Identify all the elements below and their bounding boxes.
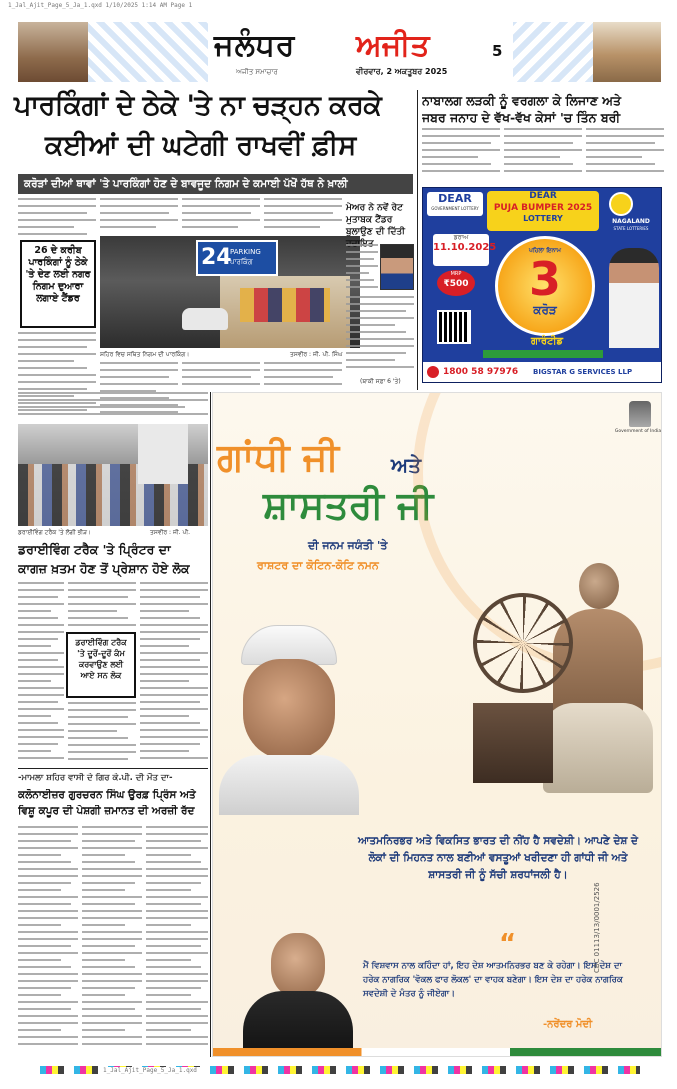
lead-photo-caption: ਸ਼ਹਿਰ ਵਿਚ ਸਥਿਤ ਨਿਗਮ ਦੀ ਪਾਰਕਿੰਗ। [100,351,190,358]
lottery-mrp: ₹500 [443,279,469,289]
ad-sub-2: ਰਾਸ਼ਟਰ ਦਾ ਕੋਟਿਨ-ਕੋਟਿ ਨਮਨ [257,559,379,572]
lottery-mrp-badge [437,270,475,296]
parking-sign-text: PARKING ਪਾਰਕਿੰਗ [230,248,261,266]
right-story-col-1 [422,128,500,180]
lottery-brand: DEAR [438,192,472,205]
driving-box [66,632,136,698]
lottery-brand-sub: GOVERNMENT LOTTERY [431,206,479,211]
lead-photo [100,236,360,348]
right-story-col-2 [504,128,582,180]
court-body-col-2 [82,826,142,1054]
lead-body-col-1 [18,198,96,238]
lead-body-col-3b [182,362,260,392]
lead-sidebar-body-2 [346,296,414,374]
lead-headline-1: ਪਾਰਕਿੰਗਾਂ ਦੇ ਠੇਕੇ 'ਤੇ ਨਾ ਚੜ੍ਹਨ ਕਰਕੇ [14,90,382,121]
lottery-title-3: LOTTERY [523,214,563,223]
masthead-tagline: ਅਜੀਤ ਸਮਾਚਾਰ [236,68,278,76]
lead-highlight-box [20,240,96,328]
driving-body-col-2a [68,582,136,628]
print-slug-top: 1_Jal_Ajit_Page_5_Ja_1.qxd 1/10/2025 1:14 AM Page 1 [8,2,193,9]
lead-body-col-4 [264,198,342,234]
ad-quote: ਮੈਂ ਵਿਸ਼ਵਾਸ ਨਾਲ ਕਹਿੰਦਾ ਹਾਂ, ਇਹ ਦੇਸ਼ ਆਤਮਨਿਰਭਰ ਬਣ ਕੇ ਰਹੇਗਾ। ਇਸ ਦੇਸ਼ ਦਾ ਹਰੇਕ ਨਾਗਰਿਕ 'ਵੋਕਲ ਫਾਰ ਲੋਕਲ' ਦਾ ਵਾਹਕ ਬਣੇਗਾ। ਇਸ ਦੇਸ਼ ਦਾ ਹਰੇਕ ਨਾਗਰਿਕ ਸਵਦੇਸ਼ੀ ਦੇ ਮੰਤਰ ਨੂੰ ਜੀਏਗਾ। [363,961,623,999]
lottery-footer [423,362,662,383]
gandhi-cloth [543,703,653,793]
right-story-headline-1: ਨਾਬਾਲਗ ਲੜਕੀ ਨੂੰ ਵਰਗਲਾ ਕੇ ਲਿਜਾਣ ਅਤੇ [422,93,621,108]
masthead-right-photo [593,22,661,82]
lottery-info-strip [483,350,603,358]
mayor-photo [380,244,414,290]
lead-sidebar-body [346,244,378,292]
left-col-filler [18,392,208,420]
masthead-left-photo [18,22,88,82]
ad-sub-1: ਦੀ ਜਨਮ ਜਯੰਤੀ 'ਤੇ [308,539,388,552]
driving-headline-2: ਕਾਗਜ਼ ਖ਼ਤਮ ਹੋਣ ਤੋਂ ਪ੍ਰੇਸ਼ਾਨ ਹੋਏ ਲੋਕ [18,561,190,576]
lead-photo-credit: ਤਸਵੀਰ : ਜੀ. ਪੀ. ਸਿੰਘ [290,351,343,358]
court-body-col-3 [146,826,208,1054]
lottery-ad [422,187,662,383]
parking-sign-number: 24 [201,245,232,270]
driving-box-text: ਡਰਾਈਵਿੰਗ ਟਰੈਕ 'ਤੇ ਦੂਰੋਂ-ਦੂਰੋਂ ਕੰਮ ਕਰਵਾਉਣ ਲਈ ਆਏ ਸਨ ਲੋਕ [75,638,127,680]
lead-highlight-text: 26 ਦੇ ਕਰੀਬ ਪਾਰਕਿੰਗਾਂ ਨੂੰ ਠੇਕੇ 'ਤੇ ਦੇਣ ਲਈ ਨਗਰ ਨਿਗਮ ਦੁਆਰਾ ਲਗਾਏ ਟੈਂਡਰ [25,245,91,304]
lottery-mrp-label: MRP [450,271,462,277]
lottery-draw-box [433,234,497,266]
rule-vertical-main [417,90,418,390]
charkha-base [473,703,553,783]
rule-horizontal-left [18,768,208,769]
lottery-draw-label: ਡਰਾਅ [453,234,469,241]
modi-portrait [243,933,353,1057]
lottery-agency: BIGSTAR G SERVICES LLP [533,368,633,376]
masthead [18,22,661,86]
ad-title-and: ਅਤੇ [391,453,421,477]
parking-sign [196,240,278,276]
driving-photo [18,424,208,526]
page-number: 5 [492,42,503,60]
lottery-state: NAGALAND [612,218,650,225]
lead-headline-2: ਕਈਆਂ ਦੀ ਘਟੇਗੀ ਰਾਖਵੀਂ ਫ਼ੀਸ [45,130,357,161]
right-story-col-3 [586,128,664,180]
masthead-paper: ਅਜੀਤ [356,28,430,63]
lead-body-col-4b [264,362,342,392]
driving-body-col-2b [68,702,136,764]
masthead-title-block [206,28,506,80]
driving-headline-1: ਡਰਾਈਵਿੰਗ ਟਰੈਕ 'ਤੇ ਪ੍ਰਿੰਟਰ ਦਾ [18,542,171,557]
driving-body-col-3 [140,582,208,764]
gov-label: Government of India [614,429,662,434]
masthead-city: ਜਲੰਧਰ [214,28,296,63]
driving-photo-credit: ਤਸਵੀਰ : ਜੀ. ਪੀ. [150,529,191,536]
rule-vertical-left [210,392,211,1057]
charkha-wheel [473,593,573,693]
lead-strap: ਕਰੋੜਾਂ ਦੀਆਂ ਥਾਵਾਂ 'ਤੇ ਪਾਰਕਿੰਗਾਂ ਹੋਣ ਦੇ ਬਾਵਜੂਦ ਨਿਗਮ ਦੇ ਕਮਾਈ ਪੱਖੋਂ ਹੱਥ ਨੇ ਖ਼ਾਲੀ [18,174,413,194]
court-body-col-1 [18,826,78,1054]
lottery-prize-circle [495,236,595,336]
court-headline-1: ਕਲੋਨਾਈਜ਼ਰ ਗੁਰਚਰਨ ਸਿੰਘ ਉਰਫ਼ ਪ੍ਰਿੰਸ ਅਤੇ [18,789,196,801]
lottery-brand-box [427,192,483,216]
lead-sidebar-head: ਮੇਅਰ ਨੇ ਨਵੇਂ ਰੇਟ ਮੁਤਾਬਕ ਟੈਂਡਰ ਬੁਲਾਉਣ ਦੀ ਦਿੱਤੀ [346,203,405,237]
masthead-pattern-right [513,22,593,82]
court-headline-2: ਵਿਸ਼ੂ ਕਪੂਰ ਦੀ ਪੇਸ਼ਗੀ ਜ਼ਮਾਨਤ ਦੀ ਅਰਜ਼ੀ ਰੱਦ [18,805,195,817]
print-slug-bottom: 1_Jal_Ajit_Page_5_Ja_1.qxd [100,1067,200,1074]
masthead-pattern-left [88,22,208,82]
lottery-prize-unit: ਕਰੋੜ [533,303,557,317]
shastri-face [243,659,335,759]
shastri-coat [219,755,359,815]
driving-photo-caption: ਡਰਾਈਵਿੰਗ ਟਰੈਕ 'ਤੇ ਲੱਗੀ ਭੀੜ। [18,529,92,536]
gandhi-ad [212,392,662,1057]
lottery-title-box [487,191,599,231]
lottery-prize-label: ਪਹਿਲਾ ਇਨਾਮ [529,247,561,254]
gandhi-figure [483,553,653,813]
ad-title-2: ਸ਼ਾਸਤਰੀ ਜੀ [263,483,434,527]
ad-message: ਆਤਮਨਿਰਭਰ ਅਤੇ ਵਿਕਸਿਤ ਭਾਰਤ ਦੀ ਨੀਂਹ ਹੈ ਸਵਦੇਸ਼ੀ। ਆਪਣੇ ਦੇਸ਼ ਦੇ ਲੋਕਾਂ ਦੀ ਮਿਹਨਤ ਨਾਲ ਬਣੀਆਂ ਵਸਤੂਆਂ ਖਰੀਦਣਾ ਹੀ ਗਾਂਧੀ ਜੀ ਅਤੇ ਸ਼ਾਸਤਰੀ ਜੀ ਨੂੰ ਸੱਚੀ ਸ਼ਰਧਾਂਜਲੀ ਹੈ। [357,835,639,881]
ad-signature: -ਨਰੇਂਦਰ ਮੋਦੀ [543,1019,593,1030]
lead-sidebar-note: (ਬਾਕੀ ਸਫ਼ਾ 6 'ਤੇ) [360,378,401,385]
lottery-ambassador-photo [609,248,659,348]
lottery-title-1: DEAR [529,191,557,201]
tricolour-band [213,1048,662,1057]
shastri-portrait [219,625,359,815]
nagaland-emblem [609,192,633,216]
lead-body-col-3 [182,198,260,234]
parked-car [182,308,228,330]
lottery-state-sub: STATE LOTTERIES [613,226,649,231]
qr-code [437,310,471,344]
ad-title-1: ਗਾਂਧੀ ਜੀ [217,435,340,479]
quote-icon: “ [499,929,517,959]
lottery-prize-value: 3 [528,252,561,306]
masthead-date: ਵੀਰਵਾਰ, 2 ਅਕਤੂਬਰ 2025 [356,67,448,76]
court-kicker: -ਮਾਮਲਾ ਸ਼ਹਿਰ ਵਾਸੀ ਦੇ ਗਿਰ ਕੇ.ਪੀ. ਦੀ ਮੌਤ ਦਾ- [18,773,173,783]
lottery-guaranteed: ਗਾਰੰਟੀਡ [531,336,563,347]
phone-icon [427,366,439,378]
ad-code: CBC 01113/13/0001/2526 [593,882,601,973]
modi-head [271,933,325,997]
right-story-headline-2: ਜਬਰ ਜਨਾਹ ਦੇ ਵੱਖ-ਵੱਖ ਕੇਸਾਂ 'ਚ ਤਿੰਨ ਬਰੀ [422,110,621,125]
lead-body-col-2 [100,198,178,234]
booth-posters [240,288,330,322]
lottery-helpline: 1800 58 97976 [443,367,519,377]
gandhi-head [579,563,619,609]
office-door [138,424,188,484]
lottery-draw-date: 11.10.2025 [433,242,497,253]
driving-body-col-1 [18,582,64,764]
lottery-title-2: PUJA BUMPER 2025 [493,203,593,213]
